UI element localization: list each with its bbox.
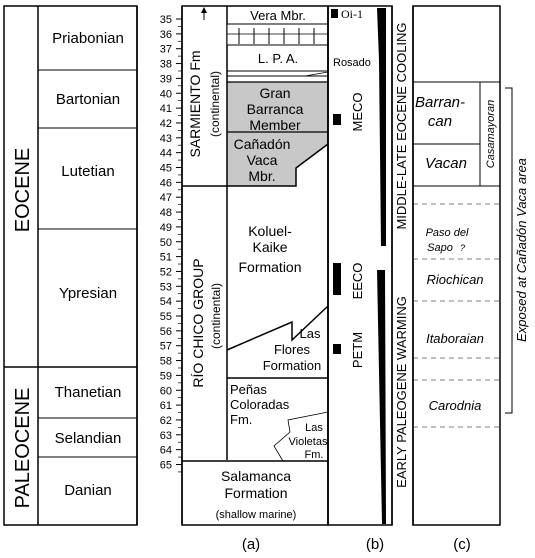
salamanca-subtitle: (shallow marine) — [215, 509, 297, 521]
age-tick-label: 64 — [159, 444, 172, 457]
age-tick-label: 57 — [159, 340, 172, 353]
stage-danian: Danian — [64, 482, 112, 499]
age-tick-label: 47 — [159, 192, 172, 205]
age-tick-label: 37 — [159, 43, 172, 56]
climate-column — [328, 6, 409, 525]
eeco-label: EECO — [350, 262, 365, 300]
paso-del-sapo-2: Sapo — [427, 242, 453, 254]
las-flores-2: Flores — [273, 342, 311, 357]
age-tick-label: 50 — [159, 236, 172, 249]
age-tick-label: 65 — [159, 459, 172, 472]
age-tick-label: 38 — [159, 58, 172, 71]
age-tick-label: 58 — [159, 355, 172, 368]
vacan-label: Vacan — [425, 155, 467, 172]
barrancan-2: can — [427, 113, 453, 130]
stage-priabonian: Priabonian — [52, 30, 124, 47]
age-tick-label: 52 — [159, 266, 172, 279]
penas-coloradas-3: Fm. — [230, 412, 253, 427]
canadon-vaca-2: Vaca — [246, 152, 278, 168]
penas-coloradas-2: Coloradas — [230, 397, 290, 412]
age-tick-label: 43 — [159, 132, 172, 145]
epoch-eocene: EOCENE — [12, 147, 34, 233]
koluel-kaike-2: Kaike — [252, 239, 288, 255]
age-tick-label: 60 — [159, 385, 172, 398]
age-tick-label: 56 — [159, 325, 172, 338]
stage-ypresian: Ypresian — [58, 285, 118, 302]
stage-lutetian: Lutetian — [61, 163, 115, 180]
age-tick-label: 51 — [159, 251, 172, 264]
age-tick-label: 36 — [159, 28, 172, 41]
rosado-label: Rosado — [333, 57, 371, 69]
exposed-label: Exposed at Cañadón Vaca area — [514, 158, 529, 342]
rio-chico-subtitle: (continental) — [209, 282, 223, 350]
koluel-kaike-3: Formation — [238, 259, 302, 275]
itaboraian-label: Itaboraian — [426, 331, 484, 346]
age-tick-label: 55 — [159, 311, 172, 323]
sarmiento-subtitle: (continental) — [208, 70, 222, 138]
las-violetas-3: Fm. — [304, 449, 324, 461]
lpa-member: L. P. A. — [257, 51, 299, 66]
age-tick-label: 35 — [159, 14, 172, 26]
las-violetas-1: Las — [305, 422, 323, 434]
salma-column — [413, 6, 529, 525]
oi1-label: Oi-1 — [341, 7, 363, 21]
stage-thanetian: Thanetian — [54, 384, 122, 401]
las-flores-1: Las — [299, 326, 321, 341]
age-tick-label: 44 — [159, 147, 172, 160]
age-tick-label: 41 — [159, 103, 172, 116]
epoch-column — [12, 148, 34, 509]
epoch-paleocene: PALEOCENE — [12, 387, 34, 509]
rio-chico-group-label: RÍO CHICO GROUP — [190, 258, 206, 388]
panel-label-c: (c) — [453, 536, 471, 553]
age-tick-label: 53 — [159, 281, 172, 294]
warming-label: EARLY PALEOGENE WARMING — [394, 296, 409, 488]
penas-coloradas-1: Peñas — [230, 382, 267, 397]
age-scale — [160, 14, 182, 472]
age-tick-label: 62 — [159, 414, 172, 427]
age-tick-label: 63 — [159, 429, 172, 442]
petm-label: PETM — [350, 331, 365, 369]
canadon-vaca-1: Cañadón — [233, 136, 291, 152]
barrancan-1: Barran- — [414, 94, 466, 111]
stage-bartonian: Bartonian — [55, 91, 121, 108]
salamanca-2: Formation — [224, 485, 288, 501]
carodnia-label: Carodnia — [428, 398, 482, 413]
salamanca-1: Salamanca — [220, 468, 292, 484]
sarmiento-group-label: SARMIENTO Fm — [187, 50, 203, 158]
age-tick-label: 59 — [159, 370, 172, 383]
casamayoran-label: Casamayoran — [485, 99, 497, 169]
gran-barranca-3: Member — [249, 117, 301, 133]
las-violetas-2: Violetas — [288, 436, 328, 448]
canadon-vaca-3: Mbr. — [248, 168, 276, 184]
age-tick-label: 48 — [159, 207, 172, 220]
age-tick-label: 40 — [159, 88, 172, 101]
age-tick-label: 54 — [159, 296, 172, 309]
riochican-label: Riochican — [426, 272, 484, 287]
age-tick-label: 39 — [159, 73, 172, 86]
koluel-kaike-1: Koluel- — [248, 223, 292, 239]
cooling-label: MIDDLE-LATE EOCENE COOLING — [394, 22, 409, 230]
las-flores-3: Formation — [262, 358, 322, 373]
panel-label-a: (a) — [241, 536, 261, 553]
age-tick-label: 45 — [159, 162, 172, 175]
age-tick-label: 46 — [159, 177, 172, 190]
gran-barranca-2: Barranca — [246, 101, 304, 117]
paso-del-sapo-1: Paso del — [425, 227, 469, 239]
stage-selandian: Selandian — [54, 430, 122, 447]
age-tick-label: 49 — [159, 221, 172, 234]
vera-member: Vera Mbr. — [250, 8, 306, 23]
formation-column — [182, 6, 328, 525]
panel-label-b: (b) — [365, 536, 385, 553]
paso-question: ? — [460, 243, 466, 253]
age-tick-label: 61 — [159, 400, 172, 413]
gran-barranca-1: Gran — [259, 85, 291, 101]
age-tick-label: 42 — [159, 117, 172, 130]
meco-label: MECO — [350, 92, 365, 132]
